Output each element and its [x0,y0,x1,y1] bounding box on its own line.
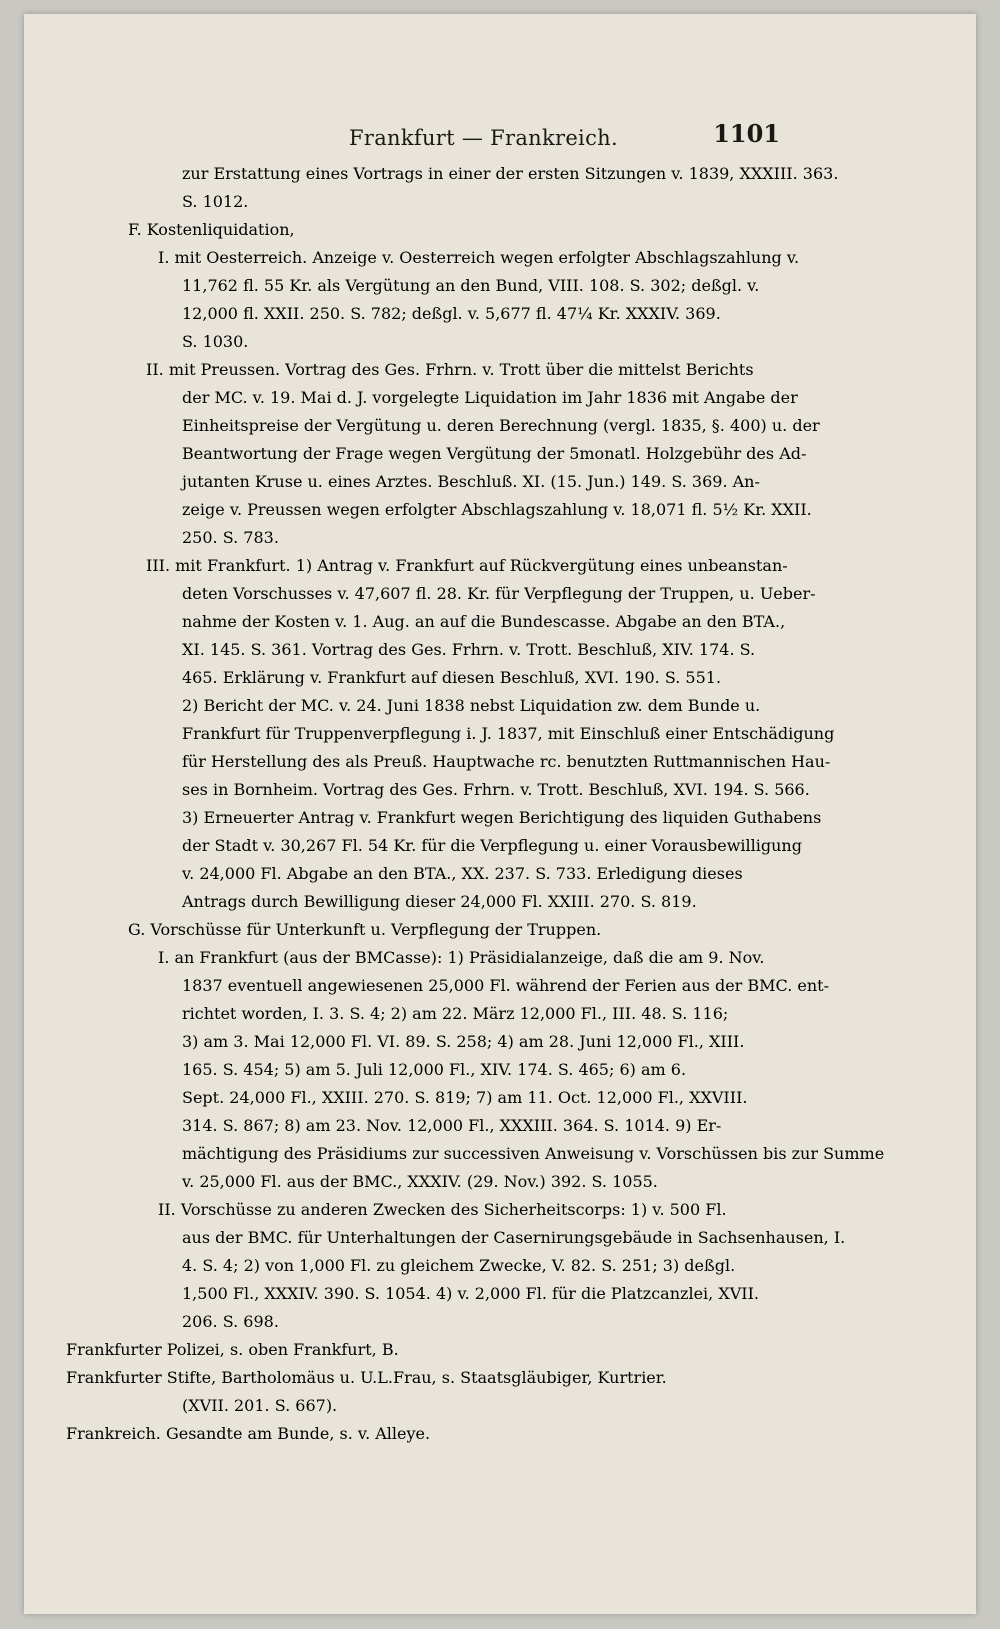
text-line: 314. S. 867; 8) am 23. Nov. 12,000 Fl., XXXIII. 364. S. 1014. 9) Er- [182,1116,722,1135]
text-line: Sept. 24,000 Fl., XXIII. 270. S. 819; 7) am 11. Oct. 12,000 Fl., XXVIII. [182,1088,748,1107]
text-line: der Stadt v. 30,267 Fl. 54 Kr. für die Verpflegung u. einer Vorausbewilligung [182,836,802,855]
book-page [24,14,976,1614]
text-line: v. 24,000 Fl. Abgabe an den BTA., XX. 237. S. 733. Erledigung dieses [182,864,743,883]
text-line: S. 1030. [182,332,249,351]
text-line: G. Vorschüsse für Unterkunft u. Verpflegung der Truppen. [128,920,602,939]
text-line: 4. S. 4; 2) von 1,000 Fl. zu gleichem Zwecke, V. 82. S. 251; 3) deßgl. [182,1256,736,1275]
text-line: III. mit Frankfurt. 1) Antrag v. Frankfurt auf Rückvergütung eines unbeanstan- [146,556,788,575]
text-line: zur Erstattung eines Vortrags in einer der ersten Sitzungen v. 1839, XXXIII. 363. [182,164,839,183]
text-line: Einheitspreise der Vergütung u. deren Berechnung (vergl. 1835, §. 400) u. der [182,416,820,435]
text-line: Frankreich. Gesandte am Bunde, s. v. Alleye. [66,1424,431,1443]
text-line: 465. Erklärung v. Frankfurt auf diesen Beschluß, XVI. 190. S. 551. [182,668,722,687]
text-line: nahme der Kosten v. 1. Aug. an auf die Bundescasse. Abgabe an den BTA., [182,612,786,631]
text-line: deten Vorschusses v. 47,607 fl. 28. Kr. für Verpflegung der Truppen, u. Ueber- [182,584,816,603]
text-line: II. mit Preussen. Vortrag des Ges. Frhrn. v. Trott über die mittelst Berichts [146,360,754,379]
index-entries [66,164,886,1452]
text-line: I. mit Oesterreich. Anzeige v. Oesterreich wegen erfolgter Abschlagszahlung v. [158,248,800,267]
page-number: 1101 [713,119,780,148]
text-line: Beantwortung der Frage wegen Vergütung der 5monatl. Holzgebühr des Ad- [182,444,807,463]
text-line: II. Vorschüsse zu anderen Zwecken des Sicherheitscorps: 1) v. 500 Fl. [158,1200,727,1219]
text-line: Frankfurter Polizei, s. oben Frankfurt, B. [66,1340,399,1359]
text-line: 1,500 Fl., XXXIV. 390. S. 1054. 4) v. 2,000 Fl. für die Platzcanzlei, XVII. [182,1284,759,1303]
page-header [66,114,886,154]
text-line: ses in Bornheim. Vortrag des Ges. Frhrn. v. Trott. Beschluß, XVI. 194. S. 566. [182,780,810,799]
text-line: 1837 eventuell angewiesenen 25,000 Fl. während der Ferien aus der BMC. ent- [182,976,829,995]
text-line: XI. 145. S. 361. Vortrag des Ges. Frhrn. v. Trott. Beschluß, XIV. 174. S. [182,640,756,659]
text-line: zeige v. Preussen wegen erfolgter Abschlagszahlung v. 18,071 fl. 5½ Kr. XXII. [182,500,812,519]
text-line: (XVII. 201. S. 667). [182,1396,338,1415]
text-line: v. 25,000 Fl. aus der BMC., XXXIV. (29. Nov.) 392. S. 1055. [182,1172,658,1191]
text-line: der MC. v. 19. Mai d. J. vorgelegte Liquidation im Jahr 1836 mit Angabe der [182,388,798,407]
text-line: Frankfurter Stifte, Bartholomäus u. U.L.Frau, s. Staatsgläubiger, Kurtrier. [66,1368,667,1387]
text-line: aus der BMC. für Unterhaltungen der Casernirungsgebäude in Sachsenhausen, I. [182,1228,846,1247]
text-line: Antrags durch Bewilligung dieser 24,000 Fl. XXIII. 270. S. 819. [182,892,697,911]
text-line: 11,762 fl. 55 Kr. als Vergütung an den Bund, VIII. 108. S. 302; deßgl. v. [182,276,760,295]
text-line: jutanten Kruse u. eines Arztes. Beschluß. XI. (15. Jun.) 149. S. 369. An- [182,472,760,491]
text-line: I. an Frankfurt (aus der BMCasse): 1) Präsidialanzeige, daß die am 9. Nov. [158,948,765,967]
text-line: mächtigung des Präsidiums zur successiven Anweisung v. Vorschüssen bis zur Summe [182,1144,885,1163]
text-line: F. Kostenliquidation, [128,220,295,239]
text-line: 3) Erneuerter Antrag v. Frankfurt wegen Berichtigung des liquiden Guthabens [182,808,822,827]
text-line: Frankfurt für Truppenverpflegung i. J. 1837, mit Einschluß einer Entschädigung [182,724,835,743]
text-line: 206. S. 698. [182,1312,279,1331]
text-line: 165. S. 454; 5) am 5. Juli 12,000 Fl., XIV. 174. S. 465; 6) am 6. [182,1060,687,1079]
text-line: für Herstellung des als Preuß. Hauptwache rc. benutzten Ruttmannischen Hau- [182,752,831,771]
text-line: 2) Bericht der MC. v. 24. Juni 1838 nebst Liquidation zw. dem Bunde u. [182,696,761,715]
text-line: richtet worden, I. 3. S. 4; 2) am 22. März 12,000 Fl., III. 48. S. 116; [182,1004,729,1023]
text-line: S. 1012. [182,192,249,211]
text-line: 3) am 3. Mai 12,000 Fl. VI. 89. S. 258; 4) am 28. Juni 12,000 Fl., XIII. [182,1032,745,1051]
text-line: 250. S. 783. [182,528,279,547]
running-title: Frankfurt — Frankreich. [349,126,618,150]
text-line: 12,000 fl. XXII. 250. S. 782; deßgl. v. 5,677 fl. 47¼ Kr. XXXIV. 369. [182,304,721,323]
